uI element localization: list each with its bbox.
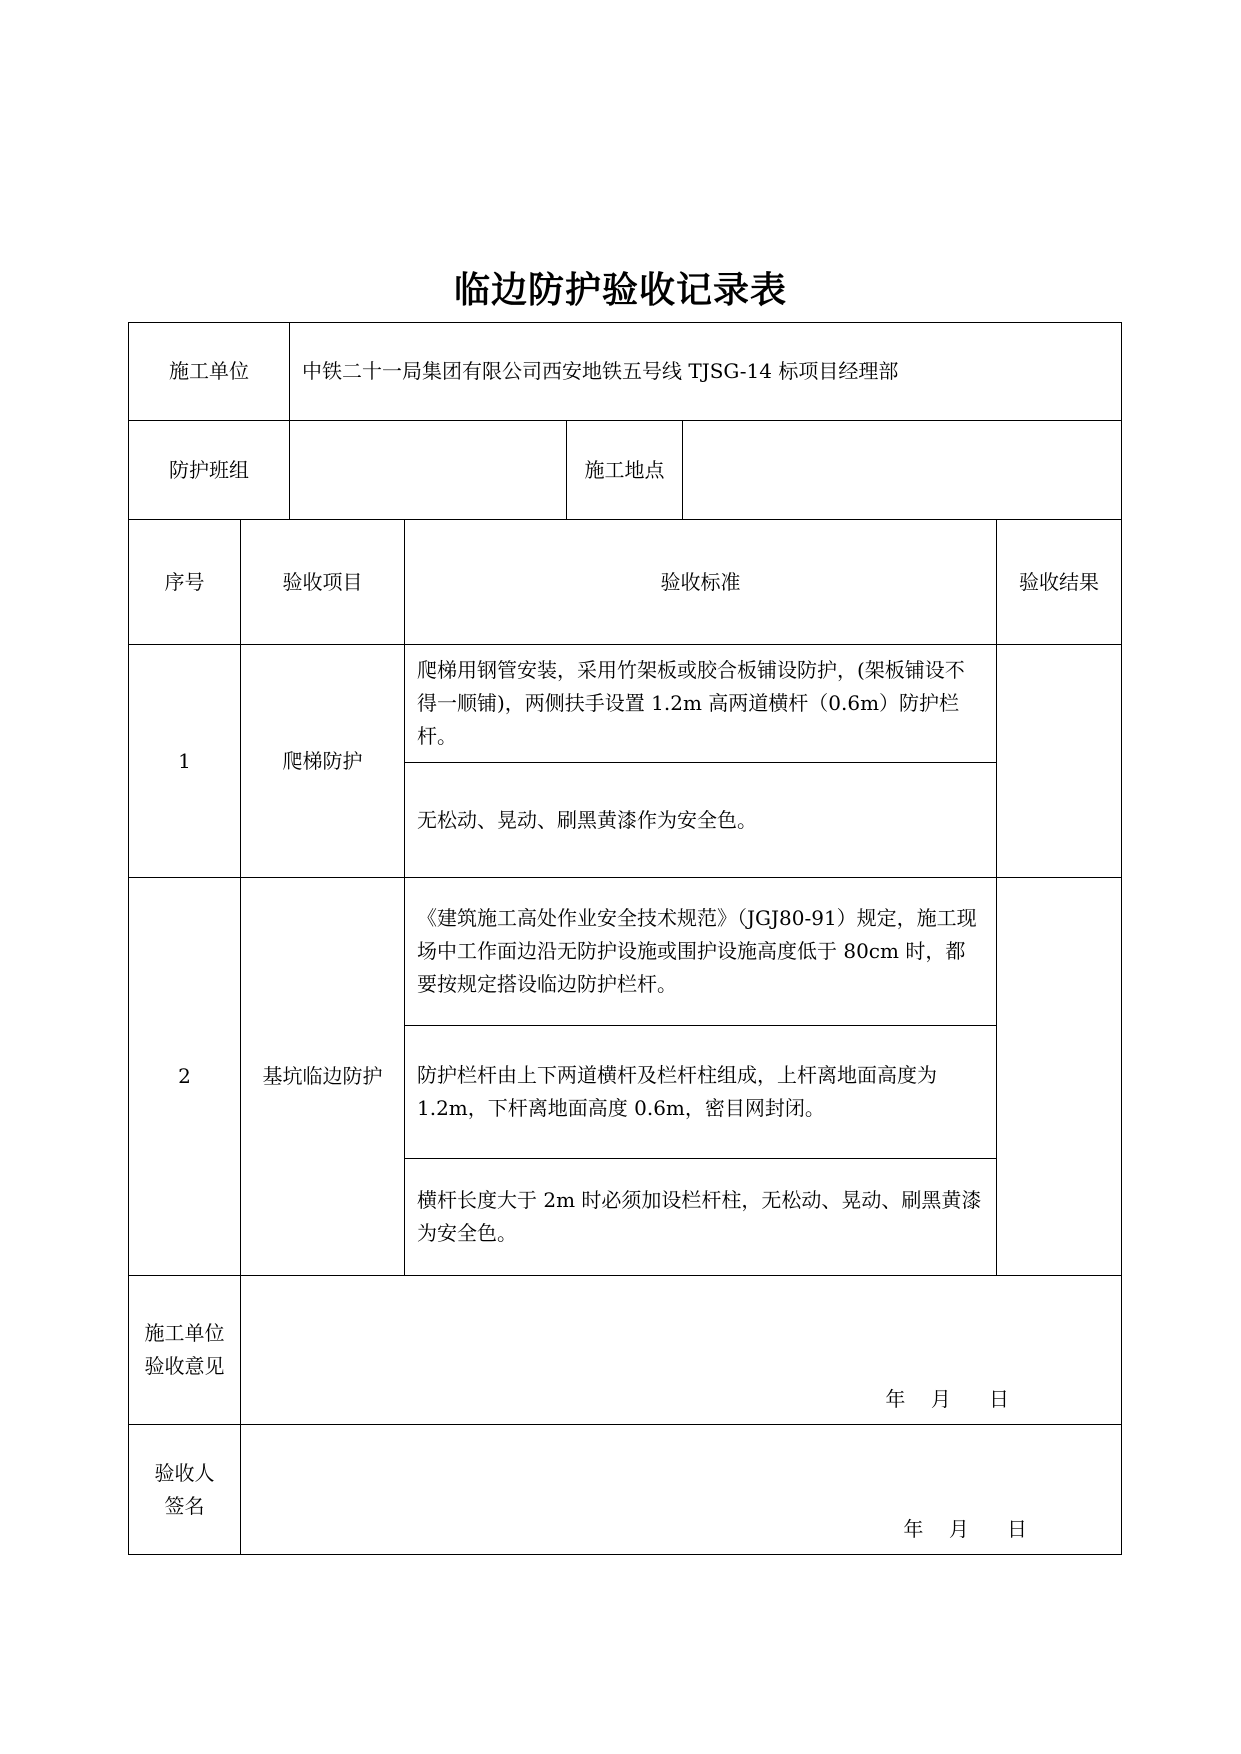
signature-date: 年 月 日 (903, 1517, 1027, 1541)
row-item: 基坑临边防护 (241, 878, 405, 1276)
team-label: 防护班组 (129, 421, 290, 520)
row-item: 爬梯防护 (241, 645, 405, 878)
row-standard: 爬梯用钢管安装，采用竹架板或胶合板铺设防护，(架板铺设不得一顺铺)，两侧扶手设置 1.2m 高两道横杆（0.6m）防护栏杆。 (405, 645, 997, 763)
header-result: 验收结果 (997, 520, 1122, 645)
page-title: 临边防护验收记录表 (453, 269, 787, 311)
opinion-row (129, 1276, 1122, 1425)
team-row (129, 421, 1122, 520)
signature-row (129, 1425, 1122, 1555)
unit-label: 施工单位 (129, 323, 290, 421)
site-value[interactable] (683, 421, 1122, 520)
header-standard: 验收标准 (405, 520, 997, 645)
table-row (129, 878, 1122, 1026)
row-standard: 防护栏杆由上下两道横杆及栏杆柱组成，上杆离地面高度为 1.2m，下杆离地面高度 0.6m，密目网封闭。 (405, 1026, 997, 1159)
signature-content[interactable] (241, 1425, 1122, 1555)
site-label: 施工地点 (567, 421, 683, 520)
row-seq: 2 (129, 878, 241, 1276)
signature-label-line2: 签名 (164, 1493, 205, 1518)
opinion-date: 年 月 日 (885, 1387, 1009, 1411)
opinion-label (129, 1276, 241, 1425)
opinion-content[interactable] (241, 1276, 1122, 1425)
opinion-label-line2: 验收意见 (144, 1354, 225, 1378)
header-row (129, 520, 1122, 645)
row-result[interactable] (997, 878, 1122, 1276)
inspection-form-table (128, 322, 1122, 1555)
row-standard: 无松动、晃动、刷黑黄漆作为安全色。 (405, 763, 997, 878)
team-value[interactable] (290, 421, 567, 520)
unit-row (129, 323, 1122, 421)
row-result[interactable] (997, 645, 1122, 878)
signature-label-line1: 验收人 (154, 1460, 215, 1485)
row-seq: 1 (129, 645, 241, 878)
signature-label (129, 1425, 241, 1555)
row-standard: 横杆长度大于 2m 时必须加设栏杆柱，无松动、晃动、刷黑黄漆为安全色。 (405, 1159, 997, 1276)
row-standard: 《建筑施工高处作业安全技术规范》（JGJ80-91）规定，施工现场中工作面边沿无防护设施或围护设施高度低于 80cm 时，都要按规定搭设临边防护栏杆。 (405, 878, 997, 1026)
header-item: 验收项目 (241, 520, 405, 645)
header-seq: 序号 (129, 520, 241, 645)
table-row (129, 645, 1122, 763)
opinion-label-line1: 施工单位 (144, 1321, 225, 1345)
unit-value[interactable]: 中铁二十一局集团有限公司西安地铁五号线 TJSG-14 标项目经理部 (290, 323, 1122, 421)
